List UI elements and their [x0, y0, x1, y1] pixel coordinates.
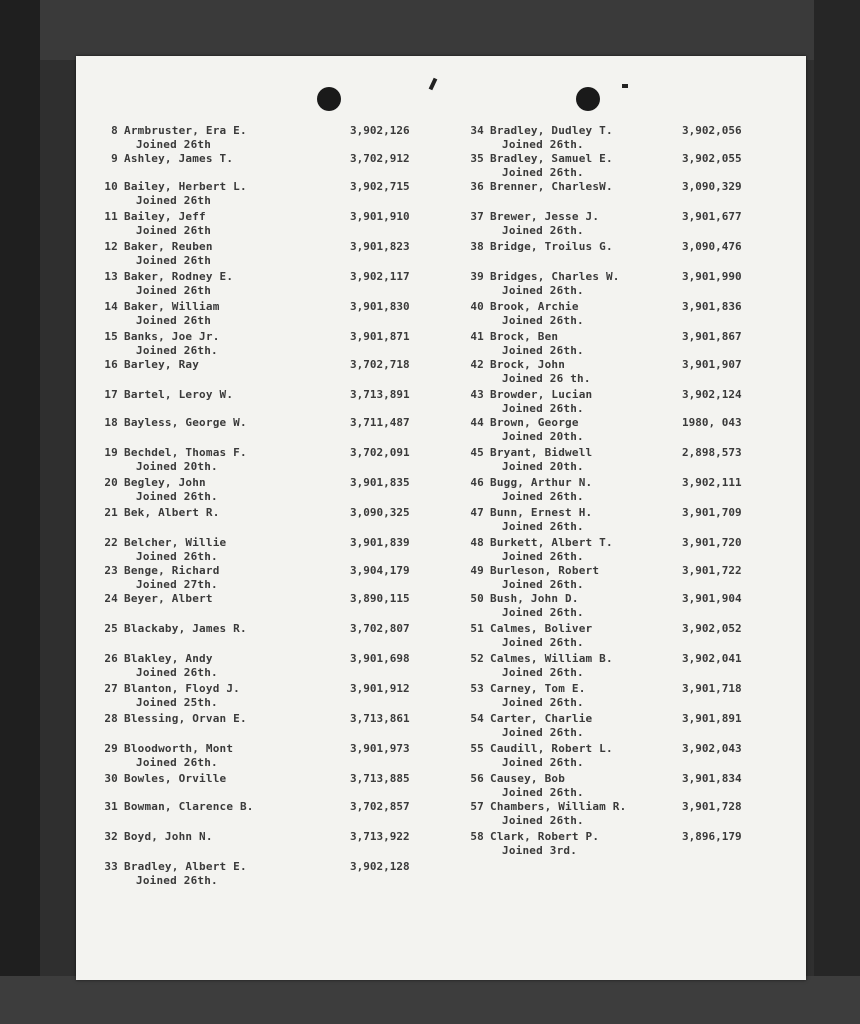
entry-note: Joined 26th. — [502, 814, 584, 827]
roster-entry — [470, 416, 584, 444]
entry-number: 19 — [104, 446, 118, 459]
entry-number: 56 — [470, 772, 484, 785]
entry-serial-number: 3,702,807 — [350, 622, 410, 635]
roster-entry — [104, 388, 234, 402]
roster-entry — [104, 772, 227, 786]
entry-serial-number: 3,902,055 — [682, 152, 742, 165]
entry-note: Joined 26th. — [502, 666, 584, 679]
roster-entry — [470, 152, 613, 180]
roster-entry — [104, 506, 220, 520]
entry-serial-number: 3,890,115 — [350, 592, 410, 605]
roster-entry — [111, 152, 234, 166]
roster-entry — [470, 742, 613, 770]
entry-note: Joined 26th. — [502, 344, 584, 357]
entry-serial-number: 2,898,573 — [682, 446, 742, 459]
entry-name: Blackaby, James R. — [124, 622, 247, 635]
roster-entry — [470, 830, 600, 858]
entry-serial-number: 3,901,718 — [682, 682, 742, 695]
entry-name: Boyd, John N. — [124, 830, 213, 843]
entry-number: 28 — [104, 712, 118, 725]
entry-note: Joined 26th. — [502, 402, 584, 415]
entry-number: 22 — [104, 536, 118, 549]
entry-number: 58 — [470, 830, 484, 843]
entry-serial-number: 3,702,718 — [350, 358, 410, 371]
entry-serial-number: 3,901,904 — [682, 592, 742, 605]
entry-name: Ashley, James T. — [124, 152, 234, 165]
entry-name: Beyer, Albert — [124, 592, 213, 605]
entry-name: Bailey, Herbert L. — [124, 180, 247, 193]
entry-number: 50 — [470, 592, 484, 605]
roster-page — [76, 56, 806, 980]
roster-entry — [470, 564, 600, 592]
roster-entry — [104, 622, 247, 636]
entry-serial-number: 3,902,128 — [350, 860, 410, 873]
entry-number: 42 — [470, 358, 484, 371]
entry-name: Blanton, Floyd J. — [124, 682, 240, 695]
entry-serial-number: 3,901,709 — [682, 506, 742, 519]
entry-serial-number: 3,711,487 — [350, 416, 410, 429]
entry-note: Joined 26th — [136, 224, 212, 237]
entry-serial-number: 3,713,891 — [350, 388, 410, 401]
roster-entry — [104, 564, 220, 592]
entry-note: Joined 26th. — [502, 606, 584, 619]
entry-number: 23 — [104, 564, 118, 577]
scan-border-top — [40, 0, 860, 60]
punch-hole-right — [576, 87, 600, 111]
entry-note: Joined 26th — [136, 138, 212, 151]
entry-serial-number: 3,901,973 — [350, 742, 410, 755]
entry-serial-number: 3,902,056 — [682, 124, 742, 137]
entry-name: Carter, Charlie — [490, 712, 593, 725]
entry-serial-number: 3,901,907 — [682, 358, 742, 371]
entry-name: Bush, John D. — [490, 592, 579, 605]
entry-note: Joined 26th. — [502, 786, 584, 799]
entry-number: 44 — [470, 416, 484, 429]
scan-border-left — [0, 0, 40, 1024]
entry-number: 27 — [104, 682, 118, 695]
entry-name: Baker, Reuben — [124, 240, 213, 253]
entry-name: Begley, John — [124, 476, 206, 489]
entry-note: Joined 3rd. — [502, 844, 578, 857]
entry-number: 17 — [104, 388, 118, 401]
entry-note: Joined 20th. — [502, 460, 584, 473]
entry-name: Chambers, William R. — [490, 800, 627, 813]
entry-serial-number: 3,904,179 — [350, 564, 410, 577]
entry-number: 41 — [470, 330, 484, 343]
roster-entry — [104, 210, 212, 238]
entry-number: 12 — [104, 240, 118, 253]
entry-number: 55 — [470, 742, 484, 755]
roster-entry — [470, 358, 591, 386]
entry-serial-number: 3,901,677 — [682, 210, 742, 223]
entry-number: 53 — [470, 682, 484, 695]
entry-serial-number: 3,902,126 — [350, 124, 410, 137]
entry-name: Bechdel, Thomas F. — [124, 446, 247, 459]
entry-serial-number: 3,901,912 — [350, 682, 410, 695]
roster-entry — [470, 270, 620, 298]
roster-entry — [470, 476, 593, 504]
roster-entry — [104, 180, 247, 208]
roster-entry — [104, 270, 234, 298]
entry-serial-number: 3,702,857 — [350, 800, 410, 813]
entry-note: Joined 26th. — [502, 314, 584, 327]
roster-entry — [104, 830, 213, 844]
entry-name: Clark, Robert P. — [490, 830, 600, 843]
entry-serial-number: 3,901,728 — [682, 800, 742, 813]
roster-entry — [470, 800, 627, 828]
entry-name: Brook, Archie — [490, 300, 579, 313]
roster-entry — [470, 330, 584, 358]
entry-name: Brock, John — [490, 358, 566, 371]
entry-name: Bradley, Samuel E. — [490, 152, 613, 165]
entry-note: Joined 26th. — [502, 520, 584, 533]
entry-note: Joined 26th. — [136, 874, 218, 887]
entry-name: Browder, Lucian — [490, 388, 593, 401]
entry-serial-number: 3,702,091 — [350, 446, 410, 459]
entry-note: Joined 26th. — [502, 726, 584, 739]
roster-entry — [470, 682, 586, 710]
entry-serial-number: 3,901,835 — [350, 476, 410, 489]
entry-name: Bryant, Bidwell — [490, 446, 593, 459]
entry-name: Brown, George — [490, 416, 579, 429]
entry-note: Joined 26th. — [502, 578, 584, 591]
roster-entry — [104, 712, 247, 726]
entry-number: 34 — [470, 124, 484, 137]
entry-name: Bayless, George W. — [124, 416, 247, 429]
entry-name: Benge, Richard — [124, 564, 220, 577]
entry-serial-number: 3,713,861 — [350, 712, 410, 725]
entry-name: Bowman, Clarence B. — [124, 800, 254, 813]
entry-name: Bradley, Albert E. — [124, 860, 247, 873]
entry-name: Calmes, William B. — [490, 652, 613, 665]
entry-number: 31 — [104, 800, 118, 813]
entry-number: 43 — [470, 388, 484, 401]
entry-note: Joined 26th — [136, 194, 212, 207]
entry-serial-number: 3,901,990 — [682, 270, 742, 283]
roster-entry — [104, 742, 234, 770]
entry-serial-number: 3,902,111 — [682, 476, 742, 489]
entry-note: Joined 26th. — [502, 490, 584, 503]
punch-hole-left — [317, 87, 341, 111]
entry-serial-number: 3,901,720 — [682, 536, 742, 549]
entry-number: 20 — [104, 476, 118, 489]
roster-entry — [470, 124, 613, 152]
entry-number: 48 — [470, 536, 484, 549]
entry-name: Bridges, Charles W. — [490, 270, 620, 283]
entry-name: Brenner, CharlesW. — [490, 180, 613, 193]
entry-name: Bunn, Ernest H. — [490, 506, 593, 519]
roster-entry — [104, 446, 247, 474]
roster-entry — [470, 592, 584, 620]
entry-serial-number: 3,902,041 — [682, 652, 742, 665]
entry-name: Causey, Bob — [490, 772, 566, 785]
entry-number: 11 — [104, 210, 118, 223]
roster-entry — [470, 240, 613, 254]
entry-number: 37 — [470, 210, 484, 223]
scan-border-bottom — [0, 976, 860, 1024]
entry-name: Brock, Ben — [490, 330, 559, 343]
roster-entry — [470, 446, 593, 474]
entry-serial-number: 1980, 043 — [682, 416, 742, 429]
entry-serial-number: 3,901,823 — [350, 240, 410, 253]
entry-number: 38 — [470, 240, 484, 253]
roster-entry — [104, 652, 218, 680]
roster-entry — [470, 772, 584, 800]
entry-name: Burleson, Robert — [490, 564, 600, 577]
roster-entry — [470, 506, 593, 534]
entry-number: 36 — [470, 180, 484, 193]
entry-note: Joined 20th. — [502, 430, 584, 443]
entry-number: 51 — [470, 622, 484, 635]
entry-name: Bowles, Orville — [124, 772, 227, 785]
entry-note: Joined 26th. — [502, 696, 584, 709]
entry-number: 13 — [104, 270, 118, 283]
entry-note: Joined 26 th. — [502, 372, 591, 385]
entry-name: Bek, Albert R. — [124, 506, 220, 519]
roster-entry — [470, 210, 600, 238]
entry-serial-number: 3,713,922 — [350, 830, 410, 843]
entry-number: 30 — [104, 772, 118, 785]
entry-note: Joined 26th. — [136, 756, 218, 769]
scan-border-right — [814, 0, 860, 1024]
entry-number: 45 — [470, 446, 484, 459]
entry-number: 16 — [104, 358, 118, 371]
entry-name: Carney, Tom E. — [490, 682, 586, 695]
entry-serial-number: 3,902,124 — [682, 388, 742, 401]
entry-name: Blakley, Andy — [124, 652, 213, 665]
roster-entry — [111, 124, 247, 152]
roster-entry — [104, 800, 254, 814]
entry-name: Banks, Joe Jr. — [124, 330, 220, 343]
entry-number: 47 — [470, 506, 484, 519]
entry-serial-number: 3,901,834 — [682, 772, 742, 785]
entry-name: Bailey, Jeff — [124, 210, 206, 223]
entry-number: 25 — [104, 622, 118, 635]
entry-name: Bloodworth, Mont — [124, 742, 234, 755]
entry-serial-number: 3,901,871 — [350, 330, 410, 343]
entry-name: Burkett, Albert T. — [490, 536, 613, 549]
entry-serial-number: 3,896,179 — [682, 830, 742, 843]
entry-serial-number: 3,901,830 — [350, 300, 410, 313]
entry-number: 29 — [104, 742, 118, 755]
entry-serial-number: 3,901,698 — [350, 652, 410, 665]
ink-smudge — [429, 78, 438, 91]
roster-entry — [470, 652, 613, 680]
entry-number: 8 — [111, 124, 118, 137]
entry-serial-number: 3,901,722 — [682, 564, 742, 577]
entry-serial-number: 3,902,043 — [682, 742, 742, 755]
entry-number: 46 — [470, 476, 484, 489]
entry-serial-number: 3,901,910 — [350, 210, 410, 223]
entry-name: Baker, William — [124, 300, 220, 313]
roster-entry — [470, 622, 593, 650]
entry-serial-number: 3,090,325 — [350, 506, 410, 519]
roster-entry — [104, 476, 218, 504]
entry-note: Joined 26th — [136, 314, 212, 327]
entry-serial-number: 3,902,715 — [350, 180, 410, 193]
ink-smudge — [622, 84, 628, 88]
entry-serial-number: 3,702,912 — [350, 152, 410, 165]
entry-note: Joined 26th. — [136, 550, 218, 563]
roster-entry — [470, 712, 593, 740]
roster-entry — [104, 682, 240, 710]
entry-name: Bradley, Dudley T. — [490, 124, 613, 137]
entry-name: Bridge, Troilus G. — [490, 240, 613, 253]
roster-entry — [470, 388, 593, 416]
entry-note: Joined 26th. — [502, 224, 584, 237]
entry-note: Joined 26th. — [502, 284, 584, 297]
entry-serial-number: 3,901,867 — [682, 330, 742, 343]
entry-number: 21 — [104, 506, 118, 519]
roster-entry — [470, 180, 613, 194]
entry-number: 39 — [470, 270, 484, 283]
entry-note: Joined 26th — [136, 254, 212, 267]
entry-note: Joined 26th. — [502, 636, 584, 649]
entry-number: 35 — [470, 152, 484, 165]
roster-entry — [104, 416, 247, 430]
entry-note: Joined 26th. — [502, 138, 584, 151]
roster-entry — [104, 358, 200, 372]
entry-serial-number: 3,090,476 — [682, 240, 742, 253]
entry-note: Joined 26th. — [502, 550, 584, 563]
entry-name: Brewer, Jesse J. — [490, 210, 600, 223]
entry-name: Baker, Rodney E. — [124, 270, 234, 283]
entry-serial-number: 3,902,117 — [350, 270, 410, 283]
entry-serial-number: 3,090,329 — [682, 180, 742, 193]
entry-number: 10 — [104, 180, 118, 193]
entry-name: Bartel, Leroy W. — [124, 388, 234, 401]
entry-number: 32 — [104, 830, 118, 843]
roster-entry — [104, 592, 213, 606]
roster-entry — [104, 240, 213, 268]
entry-number: 9 — [111, 152, 118, 165]
entry-number: 49 — [470, 564, 484, 577]
roster-entry — [104, 860, 247, 888]
entry-note: Joined 27th. — [136, 578, 218, 591]
roster-entry — [104, 300, 220, 328]
entry-number: 54 — [470, 712, 484, 725]
entry-serial-number: 3,901,839 — [350, 536, 410, 549]
entry-serial-number: 3,901,836 — [682, 300, 742, 313]
entry-note: Joined 26th. — [136, 666, 218, 679]
roster-entry — [470, 300, 584, 328]
entry-name: Calmes, Boliver — [490, 622, 593, 635]
roster-entry — [470, 536, 613, 564]
roster-entry — [104, 536, 227, 564]
entry-number: 14 — [104, 300, 118, 313]
entry-note: Joined 26th. — [136, 344, 218, 357]
entry-number: 26 — [104, 652, 118, 665]
entry-serial-number: 3,902,052 — [682, 622, 742, 635]
entry-name: Armbruster, Era E. — [124, 124, 247, 137]
entry-serial-number: 3,713,885 — [350, 772, 410, 785]
entry-number: 40 — [470, 300, 484, 313]
entry-note: Joined 26th. — [136, 490, 218, 503]
entry-note: Joined 25th. — [136, 696, 218, 709]
entry-note: Joined 26th — [136, 284, 212, 297]
entry-number: 57 — [470, 800, 484, 813]
entry-number: 18 — [104, 416, 118, 429]
entry-name: Bugg, Arthur N. — [490, 476, 593, 489]
entry-number: 24 — [104, 592, 118, 605]
entry-name: Barley, Ray — [124, 358, 200, 371]
entry-number: 52 — [470, 652, 484, 665]
entry-number: 15 — [104, 330, 118, 343]
entry-note: Joined 26th. — [502, 756, 584, 769]
entry-note: Joined 26th. — [502, 166, 584, 179]
entry-number: 33 — [104, 860, 118, 873]
entry-note: Joined 20th. — [136, 460, 218, 473]
entry-name: Caudill, Robert L. — [490, 742, 613, 755]
roster-entry — [104, 330, 220, 358]
entry-serial-number: 3,901,891 — [682, 712, 742, 725]
entry-name: Blessing, Orvan E. — [124, 712, 247, 725]
entry-name: Belcher, Willie — [124, 536, 227, 549]
